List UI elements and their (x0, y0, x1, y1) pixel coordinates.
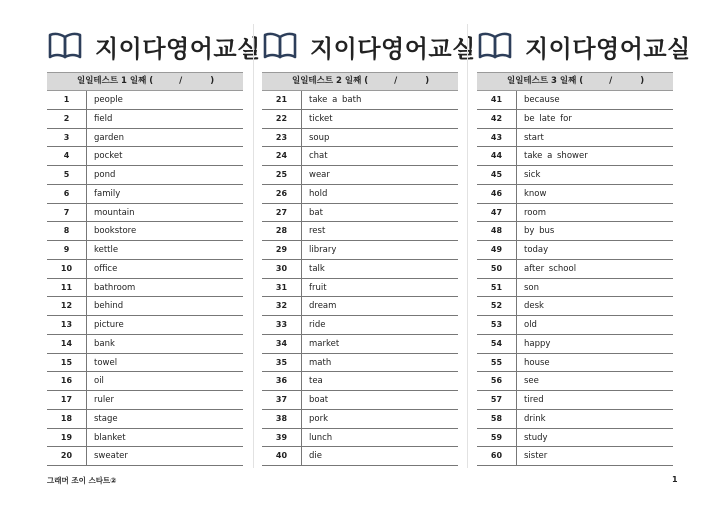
word-row (47, 429, 243, 448)
brand-name: 지이다영어교실 (310, 34, 476, 63)
word-text: sweater (94, 451, 128, 462)
word-text: pork (309, 413, 329, 424)
word-number: 38 (262, 410, 302, 428)
word-text: bathroom (94, 282, 136, 293)
word-text: sister (524, 451, 548, 462)
word-text: mountain (94, 207, 135, 218)
word-text: see (524, 376, 539, 387)
word-row (47, 372, 243, 391)
word-text: people (94, 95, 123, 105)
word-text: picture (94, 320, 124, 330)
word-text: take a shower (524, 151, 588, 162)
word-row (477, 185, 673, 204)
word-row (262, 447, 458, 466)
brand-header (477, 20, 691, 72)
word-number: 20 (47, 447, 87, 465)
footer-book-title: 그래머 조이 스타트② (47, 476, 117, 485)
date-slash: / (394, 76, 398, 86)
word-text: office (94, 263, 118, 274)
word-text: field (94, 113, 113, 124)
word-number: 27 (262, 204, 302, 222)
word-number: 30 (262, 260, 302, 278)
word-number: 23 (262, 129, 302, 147)
word-text: boat (309, 395, 329, 405)
word-row (47, 279, 243, 298)
word-text: tired (524, 395, 544, 405)
test-day-header (477, 72, 673, 91)
word-row (477, 166, 673, 185)
word-text: son (524, 282, 540, 293)
word-number: 22 (262, 110, 302, 128)
word-text: by bus (524, 226, 555, 237)
word-row (477, 429, 673, 448)
word-number: 26 (262, 185, 302, 203)
word-number: 39 (262, 429, 302, 447)
word-row (477, 222, 673, 241)
word-number: 53 (477, 316, 517, 334)
word-row (262, 166, 458, 185)
test-day-header (262, 72, 458, 91)
brand-name: 지이다영어교실 (525, 34, 691, 63)
word-number: 52 (477, 297, 517, 315)
word-row (47, 354, 243, 373)
word-text: tea (309, 376, 323, 387)
word-text: stage (94, 413, 118, 424)
word-row (477, 316, 673, 335)
word-row (47, 241, 243, 260)
word-number: 11 (47, 279, 87, 297)
word-text: bookstore (94, 226, 137, 237)
word-number: 33 (262, 316, 302, 334)
word-text: chat (309, 151, 328, 162)
word-number: 32 (262, 297, 302, 315)
word-text: ruler (94, 395, 114, 405)
word-number: 16 (47, 372, 87, 390)
word-text: be late for (524, 113, 572, 124)
word-text: ticket (309, 113, 333, 124)
word-text: start (524, 132, 544, 143)
word-number: 14 (47, 335, 87, 353)
word-row (262, 391, 458, 410)
word-text: math (309, 357, 332, 368)
column-3 (477, 20, 691, 466)
word-row (47, 91, 243, 110)
test-day-title: 일일테스트 2 일째 ( (292, 76, 369, 86)
word-text: happy (524, 338, 551, 349)
word-number: 29 (262, 241, 302, 259)
word-number: 15 (47, 354, 87, 372)
word-row (47, 204, 243, 223)
test-day-header (47, 72, 243, 91)
word-text: ride (309, 320, 326, 330)
word-row (262, 316, 458, 335)
word-text: library (309, 245, 337, 255)
word-row (477, 391, 673, 410)
word-number: 17 (47, 391, 87, 409)
word-text: die (309, 451, 322, 462)
word-row (262, 222, 458, 241)
word-number: 43 (477, 129, 517, 147)
word-number: 49 (477, 241, 517, 259)
word-row (47, 260, 243, 279)
word-number: 1 (47, 91, 87, 109)
word-row (47, 391, 243, 410)
word-row (262, 147, 458, 166)
word-row (262, 429, 458, 448)
word-number: 36 (262, 372, 302, 390)
word-text: behind (94, 301, 124, 312)
word-row (47, 447, 243, 466)
word-text: pocket (94, 151, 123, 162)
word-row (262, 410, 458, 429)
word-number: 31 (262, 279, 302, 297)
word-row (262, 335, 458, 354)
word-text: bat (309, 207, 323, 218)
word-number: 19 (47, 429, 87, 447)
word-number: 59 (477, 429, 517, 447)
word-number: 57 (477, 391, 517, 409)
word-row (262, 185, 458, 204)
word-text: desk (524, 301, 544, 312)
word-number: 50 (477, 260, 517, 278)
word-text: house (524, 357, 550, 368)
test-day-title: 일일테스트 3 일째 ( (507, 76, 584, 86)
word-number: 2 (47, 110, 87, 128)
brand-name: 지이다영어교실 (95, 34, 261, 63)
word-number: 51 (477, 279, 517, 297)
open-book-icon (47, 31, 83, 61)
word-number: 58 (477, 410, 517, 428)
word-number: 13 (47, 316, 87, 334)
word-text: sick (524, 170, 541, 180)
word-row (47, 316, 243, 335)
word-text: drink (524, 413, 546, 424)
word-row (262, 91, 458, 110)
word-row (477, 129, 673, 148)
word-row (47, 222, 243, 241)
word-number: 18 (47, 410, 87, 428)
word-number: 37 (262, 391, 302, 409)
word-row (477, 410, 673, 429)
word-row (477, 260, 673, 279)
date-close: ) (425, 76, 430, 86)
word-text: study (524, 432, 548, 443)
word-text: lunch (309, 432, 333, 443)
word-number: 42 (477, 110, 517, 128)
word-number: 3 (47, 129, 87, 147)
column-divider (253, 24, 254, 468)
word-text: hold (309, 188, 328, 199)
word-number: 21 (262, 91, 302, 109)
word-text: room (524, 207, 546, 218)
word-text: because (524, 95, 560, 105)
word-text: rest (309, 226, 326, 237)
word-row (477, 279, 673, 298)
word-row (262, 241, 458, 260)
word-text: after school (524, 263, 577, 274)
column-2 (262, 20, 476, 466)
date-close: ) (210, 76, 215, 86)
word-number: 6 (47, 185, 87, 203)
word-number: 9 (47, 241, 87, 259)
date-close: ) (640, 76, 645, 86)
word-number: 48 (477, 222, 517, 240)
word-row (477, 110, 673, 129)
open-book-icon (477, 31, 513, 61)
word-row (477, 372, 673, 391)
word-text: towel (94, 357, 118, 368)
word-number: 40 (262, 447, 302, 465)
word-row (262, 260, 458, 279)
column-divider (467, 24, 468, 468)
word-row (47, 166, 243, 185)
word-row (262, 372, 458, 391)
word-row (477, 354, 673, 373)
word-row (262, 354, 458, 373)
word-number: 4 (47, 147, 87, 165)
word-row (262, 129, 458, 148)
word-text: bank (94, 338, 115, 349)
page-number: 1 (672, 475, 678, 484)
word-row (47, 335, 243, 354)
word-list (47, 91, 243, 466)
word-number: 46 (477, 185, 517, 203)
word-number: 28 (262, 222, 302, 240)
word-row (262, 297, 458, 316)
word-text: dream (309, 301, 337, 312)
word-row (477, 204, 673, 223)
word-number: 55 (477, 354, 517, 372)
word-row (477, 147, 673, 166)
word-text: talk (309, 263, 325, 274)
open-book-icon (262, 31, 298, 61)
word-row (262, 204, 458, 223)
word-number: 5 (47, 166, 87, 184)
word-number: 35 (262, 354, 302, 372)
word-number: 24 (262, 147, 302, 165)
word-text: old (524, 320, 537, 330)
word-number: 7 (47, 204, 87, 222)
word-text: market (309, 338, 340, 349)
word-row (47, 297, 243, 316)
word-text: know (524, 188, 547, 199)
word-row (47, 410, 243, 429)
word-row (477, 297, 673, 316)
date-slash: / (179, 76, 183, 86)
word-row (477, 241, 673, 260)
word-row (262, 279, 458, 298)
word-row (477, 335, 673, 354)
word-row (47, 110, 243, 129)
word-text: today (524, 245, 549, 255)
word-number: 45 (477, 166, 517, 184)
brand-header (262, 20, 476, 72)
word-text: fruit (309, 282, 327, 293)
word-row (262, 110, 458, 129)
word-number: 10 (47, 260, 87, 278)
word-number: 47 (477, 204, 517, 222)
word-row (47, 129, 243, 148)
word-text: family (94, 188, 121, 199)
word-number: 44 (477, 147, 517, 165)
word-text: blanket (94, 432, 126, 443)
word-text: take a bath (309, 95, 362, 105)
word-row (47, 147, 243, 166)
word-number: 54 (477, 335, 517, 353)
column-1 (47, 20, 261, 466)
word-text: garden (94, 132, 124, 143)
word-text: oil (94, 376, 104, 387)
word-number: 12 (47, 297, 87, 315)
word-row (47, 185, 243, 204)
word-number: 8 (47, 222, 87, 240)
word-number: 34 (262, 335, 302, 353)
word-row (477, 447, 673, 466)
word-number: 60 (477, 447, 517, 465)
word-text: wear (309, 170, 330, 180)
word-text: soup (309, 132, 330, 143)
test-day-title: 일일테스트 1 일째 ( (77, 76, 154, 86)
date-slash: / (609, 76, 613, 86)
word-number: 25 (262, 166, 302, 184)
word-text: pond (94, 170, 116, 180)
brand-header (47, 20, 261, 72)
word-text: kettle (94, 245, 119, 255)
word-list (262, 91, 458, 466)
word-number: 56 (477, 372, 517, 390)
word-list (477, 91, 673, 466)
word-row (477, 91, 673, 110)
word-number: 41 (477, 91, 517, 109)
